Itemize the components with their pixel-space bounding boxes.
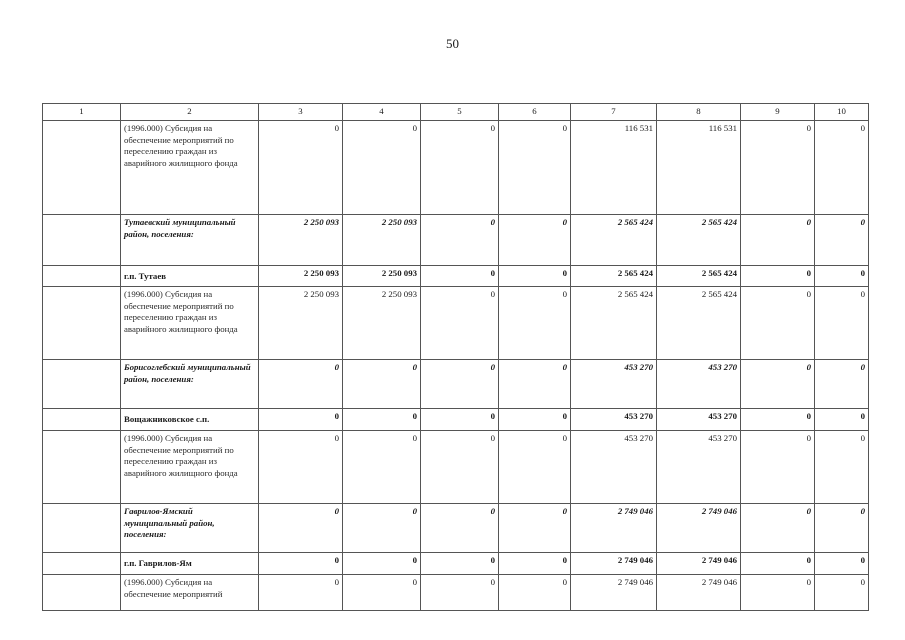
column-header: 2 <box>121 104 259 121</box>
cell-value: 2 749 046 <box>571 575 657 611</box>
cell-value: 0 <box>259 553 343 575</box>
page-number: 50 <box>446 36 459 51</box>
cell-value: 2 250 093 <box>343 287 421 360</box>
cell-value: 0 <box>499 553 571 575</box>
cell-value: 2 565 424 <box>571 287 657 360</box>
cell-value: 0 <box>499 360 571 409</box>
cell-value: 0 <box>741 553 815 575</box>
cell-value: 116 531 <box>571 121 657 215</box>
row-name: (1996.000) Субсидия на обеспечение мероприятий по переселению граждан из аварийного жилищного фонда <box>121 121 259 215</box>
cell-value: 2 749 046 <box>571 553 657 575</box>
cell-value: 0 <box>499 121 571 215</box>
cell-value: 0 <box>741 409 815 431</box>
column-header: 6 <box>499 104 571 121</box>
cell-value: 0 <box>421 431 499 504</box>
row-code <box>43 409 121 431</box>
cell-value: 0 <box>741 266 815 287</box>
cell-value: 2 250 093 <box>259 287 343 360</box>
row-name: г.п. Тутаев <box>121 266 259 287</box>
cell-value: 0 <box>815 553 869 575</box>
cell-value: 0 <box>499 215 571 266</box>
cell-value: 0 <box>421 215 499 266</box>
row-code <box>43 360 121 409</box>
cell-value: 0 <box>499 504 571 553</box>
cell-value: 2 749 046 <box>657 504 741 553</box>
cell-value: 0 <box>421 409 499 431</box>
column-number-row <box>43 104 869 121</box>
cell-value: 0 <box>343 431 421 504</box>
cell-value: 453 270 <box>657 360 741 409</box>
table-row-district <box>43 360 869 409</box>
cell-value: 2 250 093 <box>259 215 343 266</box>
cell-value: 0 <box>499 287 571 360</box>
cell-value: 2 250 093 <box>343 266 421 287</box>
cell-value: 2 565 424 <box>571 215 657 266</box>
table-row-settlement <box>43 266 869 287</box>
cell-value: 0 <box>815 215 869 266</box>
cell-value: 453 270 <box>657 431 741 504</box>
row-name: Вощажниковское с.п. <box>121 409 259 431</box>
cell-value: 453 270 <box>657 409 741 431</box>
table-row-settlement <box>43 553 869 575</box>
cell-value: 0 <box>421 360 499 409</box>
table-row-subsidy <box>43 431 869 504</box>
cell-value: 0 <box>815 409 869 431</box>
cell-value: 0 <box>815 266 869 287</box>
cell-value: 0 <box>499 409 571 431</box>
column-header: 8 <box>657 104 741 121</box>
table-row-district <box>43 215 869 266</box>
cell-value: 2 749 046 <box>571 504 657 553</box>
row-code <box>43 504 121 553</box>
row-name: (1996.000) Субсидия на обеспечение мероприятий по переселению граждан из аварийного жилищного фонда <box>121 431 259 504</box>
cell-value: 2 250 093 <box>259 266 343 287</box>
row-code <box>43 287 121 360</box>
cell-value: 0 <box>259 121 343 215</box>
cell-value: 453 270 <box>571 409 657 431</box>
cell-value: 0 <box>815 287 869 360</box>
row-name: г.п. Гаврилов-Ям <box>121 553 259 575</box>
row-name: Борисоглебский муниципальный район, поселения: <box>121 360 259 409</box>
cell-value: 0 <box>259 409 343 431</box>
cell-value: 0 <box>741 575 815 611</box>
row-code <box>43 575 121 611</box>
cell-value: 0 <box>343 504 421 553</box>
cell-value: 0 <box>815 121 869 215</box>
table-row-settlement <box>43 409 869 431</box>
cell-value: 0 <box>421 553 499 575</box>
row-code <box>43 431 121 504</box>
cell-value: 2 565 424 <box>657 287 741 360</box>
column-header: 3 <box>259 104 343 121</box>
cell-value: 0 <box>741 504 815 553</box>
cell-value: 0 <box>259 360 343 409</box>
column-header: 9 <box>741 104 815 121</box>
column-header: 1 <box>43 104 121 121</box>
cell-value: 453 270 <box>571 360 657 409</box>
cell-value: 2 749 046 <box>657 553 741 575</box>
cell-value: 0 <box>499 266 571 287</box>
row-code <box>43 215 121 266</box>
cell-value: 0 <box>421 575 499 611</box>
column-header: 4 <box>343 104 421 121</box>
cell-value: 2 565 424 <box>657 266 741 287</box>
table-row-subsidy <box>43 287 869 360</box>
cell-value: 0 <box>343 575 421 611</box>
cell-value: 0 <box>421 504 499 553</box>
cell-value: 116 531 <box>657 121 741 215</box>
budget-table <box>42 103 869 611</box>
cell-value: 0 <box>421 266 499 287</box>
row-code <box>43 553 121 575</box>
column-header: 10 <box>815 104 869 121</box>
cell-value: 453 270 <box>571 431 657 504</box>
cell-value: 0 <box>421 121 499 215</box>
row-name: Тутаевский муниципальный район, поселения: <box>121 215 259 266</box>
column-header: 5 <box>421 104 499 121</box>
cell-value: 0 <box>259 431 343 504</box>
cell-value: 0 <box>499 431 571 504</box>
cell-value: 0 <box>741 215 815 266</box>
cell-value: 0 <box>499 575 571 611</box>
column-header: 7 <box>571 104 657 121</box>
cell-value: 0 <box>815 575 869 611</box>
row-name: (1996.000) Субсидия на обеспечение мероприятий <box>121 575 259 611</box>
cell-value: 0 <box>343 121 421 215</box>
row-name: (1996.000) Субсидия на обеспечение мероприятий по переселению граждан из аварийного жилищного фонда <box>121 287 259 360</box>
cell-value: 0 <box>343 409 421 431</box>
row-code <box>43 266 121 287</box>
cell-value: 2 749 046 <box>657 575 741 611</box>
table-row-subsidy <box>43 121 869 215</box>
cell-value: 2 565 424 <box>657 215 741 266</box>
cell-value: 0 <box>815 360 869 409</box>
cell-value: 0 <box>259 504 343 553</box>
cell-value: 0 <box>421 287 499 360</box>
row-code <box>43 121 121 215</box>
cell-value: 0 <box>741 360 815 409</box>
row-name: Гаврилов-Ямский муниципальный район, поселения: <box>121 504 259 553</box>
cell-value: 2 250 093 <box>343 215 421 266</box>
cell-value: 0 <box>815 431 869 504</box>
cell-value: 0 <box>259 575 343 611</box>
cell-value: 0 <box>741 287 815 360</box>
table-row-subsidy <box>43 575 869 611</box>
cell-value: 0 <box>815 504 869 553</box>
table-row-district <box>43 504 869 553</box>
cell-value: 0 <box>741 431 815 504</box>
cell-value: 0 <box>343 360 421 409</box>
cell-value: 2 565 424 <box>571 266 657 287</box>
cell-value: 0 <box>343 553 421 575</box>
cell-value: 0 <box>741 121 815 215</box>
